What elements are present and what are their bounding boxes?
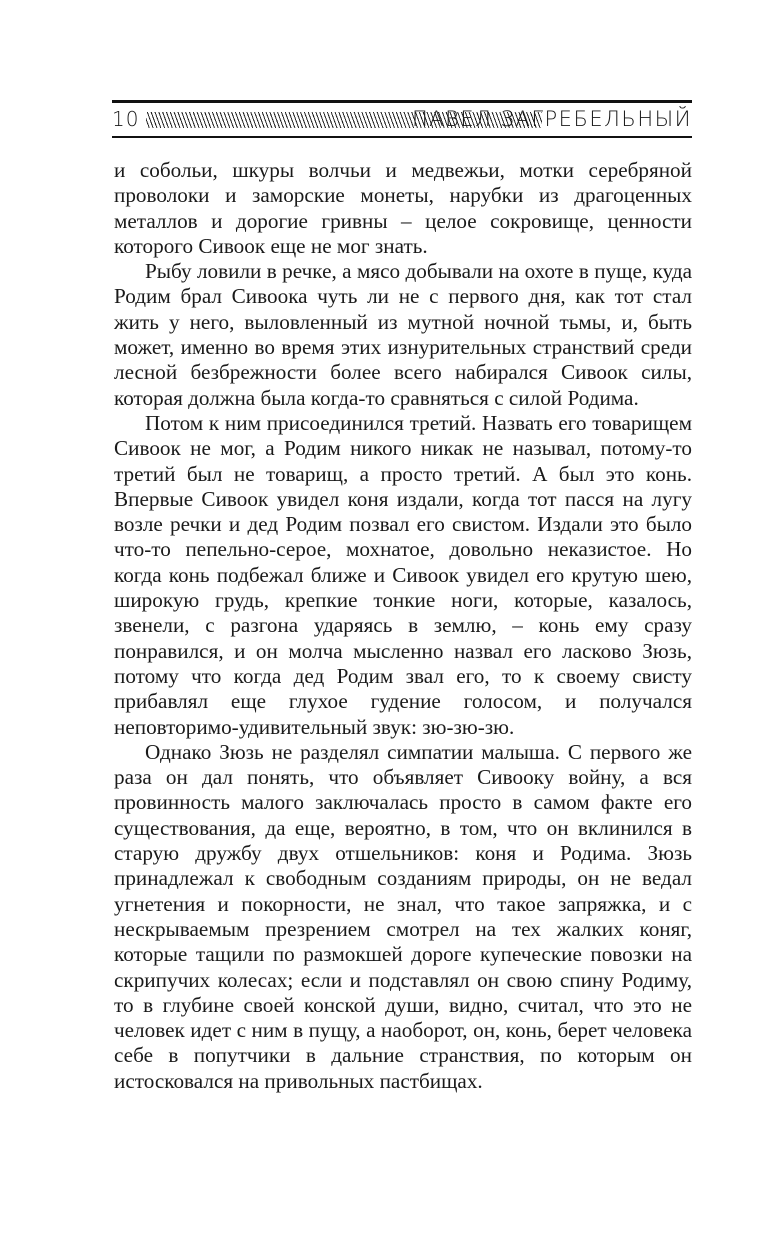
paragraph-1: и собольи, шкуры волчьи и медвежьи, мотки серебряной проволоки и заморские монеты, нарубки из драгоценных металлов и дорогие гривны – целое сокровище, ценности которого Сивоок еще не мог знать.	[114, 158, 692, 258]
header-rule-bottom	[112, 136, 692, 138]
paragraph-2: Рыбу ловили в речке, а мясо добывали на охоте в пуще, куда Родим брал Сивоока чуть ли не с первого дня, как тот стал жить у него, выловленный из мутной ночной тьмы, и, быть может, именно во время этих изнурительных странствий среди лесной безбрежности более всего набирался Сивоок силы, которая должна была когда-то сравняться с силой Родима.	[114, 259, 692, 410]
header-rule-top	[112, 100, 692, 103]
page-number: 10	[112, 107, 140, 131]
paragraph-4: Однако Зюзь не разделял симпатии малыша. С первого же раза он дал понять, что объявляет Сивооку войну, а вся провинность малого заключалась просто в самом факте его существования, да еще, вероятно, в том, что он вклинился в старую дружбу двух отшельников: коня и Родима. Зюзь принадлежал к свободным созданиям природы, он не ведал угнетения и покорности, не знал, что такое запряжка, и с нескрываемым презрением смотрел на тех жалких коняг, которые тащили по размокшей дороге купеческие повозки на скрипучих колесах; если и подставлял он свою спину Родиму, то в глубине своей конской души, видно, считал, что это не человек идет с ним в пущу, а наоборот, он, конь, берет человека себе в попутчики в дальние странствия, по которым он истосковался на привольных пастбищах.	[114, 739, 692, 1093]
running-header	[112, 100, 692, 138]
page-body	[114, 158, 692, 1094]
author-name: ПАВЕЛ ЗАГРЕБЕЛЬНЫЙ	[411, 107, 692, 131]
paragraph-3: Потом к ним присоединился третий. Назвать его товарищем Сивоок не мог, а Родим никого никак не называл, потому-то третий был не товарищ, а просто третий. А был это конь. Впервые Сивоок увидел коня издали, когда тот пасся на лугу возле речки и дед Родим позвал его свистом. Издали это было что-то пепельно-серое, мохнатое, довольно неказистое. Но когда конь подбежал ближе и Сивоок увидел его крутую шею, широкую грудь, крепкие тонкие ноги, которые, казалось, звенели, с разгона ударяясь в землю, – конь ему сразу понравился, и он молча мысленно назвал его ласково Зюзь, потому что когда дед Родим звал его, то к своему свисту прибавлял еще глухое гудение голосом, и получался неповторимо-удивительный звук: зю-зю-зю.	[114, 410, 692, 739]
